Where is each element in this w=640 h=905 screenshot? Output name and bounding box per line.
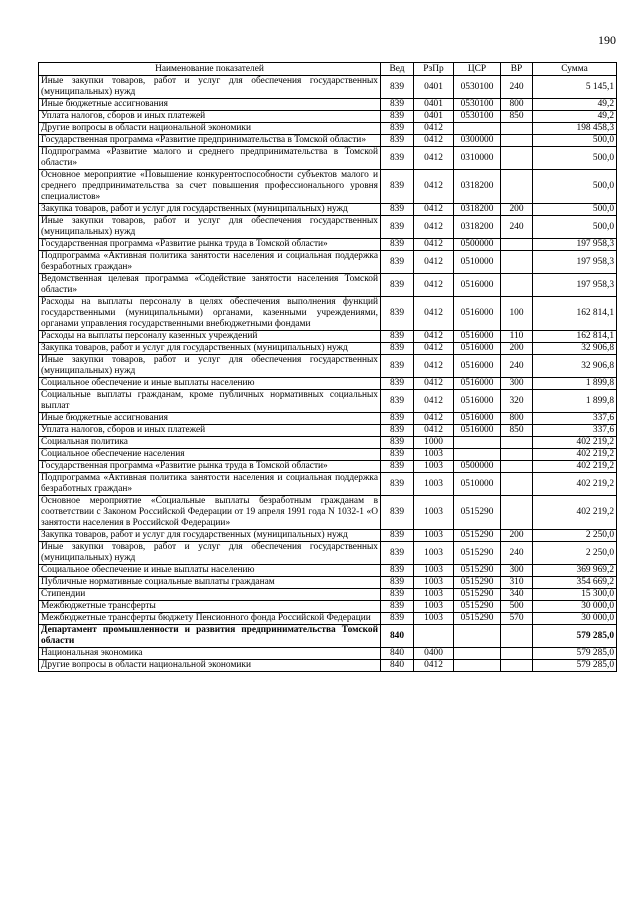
cell-csr [454,660,501,672]
cell-name: Расходы на выплаты персоналу в целях обеспечения выполнения функций государственными (муниципальными) органами, казенными учреждениями, органами управления государственными внебюджетными фондами [39,297,381,331]
cell-vr: 240 [501,76,533,99]
cell-csr: 0516000 [454,355,501,378]
cell-sum: 402 219,2 [533,461,617,473]
cell-csr: 0516000 [454,343,501,355]
table-row [39,577,617,589]
cell-name: Межбюджетные трансферты бюджету Пенсионного фонда Российской Федерации [39,613,381,625]
cell-name: Закупка товаров, работ и услуг для государственных (муниципальных) нужд [39,343,381,355]
header-csr: ЦСР [454,63,501,76]
cell-name: Стипендии [39,589,381,601]
cell-sum: 337,6 [533,413,617,425]
table-row [39,378,617,390]
cell-csr: 0515290 [454,565,501,577]
cell-rzpr: 0412 [414,331,454,343]
cell-csr: 0510000 [454,473,501,496]
cell-csr [454,123,501,135]
table-row [39,111,617,123]
cell-ved: 839 [381,542,414,565]
cell-sum: 369 969,2 [533,565,617,577]
table-row [39,473,617,496]
cell-rzpr: 1003 [414,461,454,473]
cell-vr [501,239,533,251]
cell-vr: 800 [501,413,533,425]
cell-ved: 839 [381,601,414,613]
cell-name: Подпрограмма «Развитие малого и среднего предпринимательства в Томской области» [39,147,381,170]
cell-vr [501,449,533,461]
cell-csr [454,437,501,449]
cell-ved: 839 [381,297,414,331]
cell-vr: 200 [501,343,533,355]
cell-name: Подпрограмма «Активная политика занятости населения и социальная поддержка безработных граждан» [39,251,381,274]
cell-rzpr: 0400 [414,648,454,660]
cell-csr: 0500000 [454,239,501,251]
table-row [39,613,617,625]
cell-csr [454,648,501,660]
cell-name: Расходы на выплаты персоналу казенных учреждений [39,331,381,343]
cell-vr: 320 [501,390,533,413]
table-row [39,449,617,461]
cell-ved: 839 [381,170,414,204]
cell-sum: 30 000,0 [533,601,617,613]
cell-ved: 839 [381,251,414,274]
cell-vr: 200 [501,530,533,542]
table-header-row [39,63,617,76]
cell-name: Государственная программа «Развитие предпринимательства в Томской области» [39,135,381,147]
table-row [39,204,617,216]
cell-rzpr: 0412 [414,170,454,204]
cell-csr: 0515290 [454,613,501,625]
page-number: 190 [598,33,616,47]
cell-name: Социальная политика [39,437,381,449]
cell-csr: 0515290 [454,496,501,530]
cell-sum: 32 906,8 [533,355,617,378]
cell-vr [501,147,533,170]
cell-sum: 500,0 [533,135,617,147]
cell-ved: 839 [381,147,414,170]
cell-ved: 839 [381,473,414,496]
cell-ved: 839 [381,99,414,111]
cell-csr: 0530100 [454,99,501,111]
cell-ved: 839 [381,449,414,461]
cell-ved: 839 [381,204,414,216]
cell-name: Подпрограмма «Активная политика занятости населения и социальная поддержка безработных граждан» [39,473,381,496]
budget-table [38,62,617,672]
table-row [39,343,617,355]
cell-ved: 839 [381,437,414,449]
cell-sum: 500,0 [533,216,617,239]
table-row [39,147,617,170]
cell-ved: 839 [381,565,414,577]
table-row [39,76,617,99]
cell-name: Основное мероприятие «Повышение конкурентоспособности субъектов малого и среднего предпринимательства за счет повышения профессионального уровня специалистов» [39,170,381,204]
cell-rzpr: 0401 [414,111,454,123]
cell-name: Иные бюджетные ассигнования [39,413,381,425]
cell-rzpr: 0412 [414,297,454,331]
cell-vr: 240 [501,216,533,239]
cell-ved: 839 [381,239,414,251]
cell-name: Социальное обеспечение и иные выплаты населению [39,565,381,577]
cell-vr: 110 [501,331,533,343]
table-row [39,274,617,297]
cell-vr [501,473,533,496]
cell-vr [501,437,533,449]
table-row [39,216,617,239]
cell-vr: 300 [501,565,533,577]
cell-ved: 839 [381,216,414,239]
cell-name: Социальное обеспечение и иные выплаты населению [39,378,381,390]
cell-csr: 0516000 [454,390,501,413]
cell-ved: 839 [381,577,414,589]
cell-sum: 197 958,3 [533,274,617,297]
cell-sum: 402 219,2 [533,449,617,461]
cell-rzpr: 0412 [414,413,454,425]
cell-rzpr: 1003 [414,542,454,565]
header-name: Наименование показателей [39,63,381,76]
cell-ved: 839 [381,123,414,135]
cell-sum: 197 958,3 [533,239,617,251]
cell-csr: 0530100 [454,111,501,123]
cell-ved: 839 [381,274,414,297]
cell-csr: 0310000 [454,147,501,170]
table-row [39,239,617,251]
cell-sum: 49,2 [533,99,617,111]
cell-sum: 2 250,0 [533,530,617,542]
cell-vr: 240 [501,542,533,565]
cell-rzpr: 0412 [414,425,454,437]
cell-name: Закупка товаров, работ и услуг для государственных (муниципальных) нужд [39,530,381,542]
cell-vr [501,135,533,147]
cell-sum: 197 958,3 [533,251,617,274]
cell-csr: 0318200 [454,170,501,204]
cell-vr [501,251,533,274]
cell-ved: 839 [381,425,414,437]
cell-ved: 839 [381,461,414,473]
cell-csr: 0515290 [454,589,501,601]
cell-ved: 839 [381,343,414,355]
cell-name: Иные бюджетные ассигнования [39,99,381,111]
cell-vr: 100 [501,297,533,331]
cell-rzpr: 1003 [414,589,454,601]
cell-name: Государственная программа «Развитие рынка труда в Томской области» [39,239,381,251]
cell-name: Закупка товаров, работ и услуг для государственных (муниципальных) нужд [39,204,381,216]
cell-rzpr: 0412 [414,239,454,251]
table-row [39,461,617,473]
cell-sum: 32 906,8 [533,343,617,355]
table-row [39,99,617,111]
cell-rzpr: 1003 [414,449,454,461]
cell-rzpr: 0412 [414,660,454,672]
cell-vr [501,170,533,204]
cell-rzpr: 0412 [414,378,454,390]
cell-vr: 310 [501,577,533,589]
table-row [39,565,617,577]
cell-vr: 340 [501,589,533,601]
cell-sum: 500,0 [533,147,617,170]
cell-name: Иные закупки товаров, работ и услуг для обеспечения государственных (муниципальных) нужд [39,542,381,565]
cell-rzpr: 0412 [414,390,454,413]
cell-name: Социальное обеспечение населения [39,449,381,461]
cell-rzpr: 0401 [414,99,454,111]
cell-csr: 0516000 [454,413,501,425]
cell-ved: 839 [381,530,414,542]
cell-vr: 240 [501,355,533,378]
table-row [39,437,617,449]
cell-rzpr: 0412 [414,147,454,170]
cell-name: Другие вопросы в области национальной экономики [39,123,381,135]
cell-rzpr: 0412 [414,216,454,239]
cell-rzpr: 0412 [414,274,454,297]
cell-ved: 839 [381,76,414,99]
cell-sum: 30 000,0 [533,613,617,625]
table-row [39,648,617,660]
cell-ved: 839 [381,378,414,390]
header-ved: Вед [381,63,414,76]
cell-name: Межбюджетные трансферты [39,601,381,613]
header-vr: ВР [501,63,533,76]
table-row [39,390,617,413]
table-row [39,355,617,378]
cell-sum: 579 285,0 [533,625,617,648]
cell-ved: 839 [381,390,414,413]
cell-vr: 850 [501,425,533,437]
cell-sum: 337,6 [533,425,617,437]
cell-csr: 0318200 [454,204,501,216]
table-row [39,425,617,437]
cell-csr: 0300000 [454,135,501,147]
cell-name: Иные закупки товаров, работ и услуг для обеспечения государственных (муниципальных) нужд [39,76,381,99]
cell-csr: 0516000 [454,425,501,437]
cell-rzpr: 1003 [414,613,454,625]
cell-vr: 800 [501,99,533,111]
cell-rzpr: 1003 [414,473,454,496]
cell-rzpr: 1003 [414,496,454,530]
cell-sum: 2 250,0 [533,542,617,565]
cell-sum: 49,2 [533,111,617,123]
cell-rzpr: 0412 [414,251,454,274]
cell-rzpr: 0401 [414,76,454,99]
cell-name: Основное мероприятие «Социальные выплаты безработным гражданам в соответствии с Законом Российской Федерации от 19 апреля 1991 года N 1032-1 «О занятости населения в Российской Федерации» [39,496,381,530]
cell-vr: 850 [501,111,533,123]
cell-rzpr: 1003 [414,565,454,577]
cell-vr [501,496,533,530]
cell-ved: 839 [381,496,414,530]
cell-csr: 0318200 [454,216,501,239]
cell-ved: 839 [381,331,414,343]
cell-vr [501,123,533,135]
cell-csr: 0516000 [454,331,501,343]
cell-name: Государственная программа «Развитие рынка труда в Томской области» [39,461,381,473]
cell-ved: 839 [381,111,414,123]
cell-name: Национальная экономика [39,648,381,660]
cell-csr [454,449,501,461]
cell-vr: 200 [501,204,533,216]
cell-vr: 500 [501,601,533,613]
cell-ved: 839 [381,589,414,601]
cell-csr: 0515290 [454,542,501,565]
cell-name: Иные закупки товаров, работ и услуг для обеспечения государственных (муниципальных) нужд [39,216,381,239]
table-row [39,170,617,204]
cell-csr: 0516000 [454,297,501,331]
cell-csr: 0530100 [454,76,501,99]
cell-vr [501,625,533,648]
cell-rzpr: 0412 [414,343,454,355]
table-row [39,135,617,147]
cell-vr [501,660,533,672]
cell-vr [501,274,533,297]
cell-name: Ведомственная целевая программа «Содействие занятости населения Томской области» [39,274,381,297]
cell-name: Департамент промышленности и развития предпринимательства Томской области [39,625,381,648]
cell-sum: 5 145,1 [533,76,617,99]
table-row [39,331,617,343]
table-row [39,530,617,542]
cell-csr [454,625,501,648]
table-row [39,413,617,425]
cell-csr: 0510000 [454,251,501,274]
cell-name: Публичные нормативные социальные выплаты гражданам [39,577,381,589]
cell-ved: 840 [381,625,414,648]
cell-sum: 402 219,2 [533,496,617,530]
cell-vr [501,648,533,660]
cell-vr: 300 [501,378,533,390]
header-sum: Сумма [533,63,617,76]
table-row [39,660,617,672]
cell-rzpr: 1003 [414,530,454,542]
cell-vr [501,461,533,473]
cell-sum: 354 669,2 [533,577,617,589]
cell-name: Уплата налогов, сборов и иных платежей [39,425,381,437]
cell-name: Уплата налогов, сборов и иных платежей [39,111,381,123]
cell-rzpr [414,625,454,648]
cell-vr: 570 [501,613,533,625]
cell-sum: 15 300,0 [533,589,617,601]
cell-rzpr: 1000 [414,437,454,449]
table-row [39,123,617,135]
cell-csr: 0515290 [454,530,501,542]
table-row [39,297,617,331]
cell-ved: 840 [381,660,414,672]
cell-sum: 579 285,0 [533,660,617,672]
cell-ved: 839 [381,135,414,147]
cell-csr: 0516000 [454,274,501,297]
cell-sum: 500,0 [533,204,617,216]
cell-rzpr: 0412 [414,355,454,378]
cell-csr: 0516000 [454,378,501,390]
cell-ved: 839 [381,355,414,378]
cell-name: Другие вопросы в области национальной экономики [39,660,381,672]
table-row [39,601,617,613]
cell-name: Иные закупки товаров, работ и услуг для обеспечения государственных (муниципальных) нужд [39,355,381,378]
table-row [39,542,617,565]
table-row [39,589,617,601]
cell-sum: 1 899,8 [533,378,617,390]
cell-name: Социальные выплаты гражданам, кроме публичных нормативных социальных выплат [39,390,381,413]
cell-sum: 402 219,2 [533,437,617,449]
cell-sum: 1 899,8 [533,390,617,413]
table-row [39,496,617,530]
cell-rzpr: 0412 [414,123,454,135]
cell-ved: 839 [381,413,414,425]
cell-sum: 198 458,3 [533,123,617,135]
cell-rzpr: 0412 [414,135,454,147]
cell-sum: 162 814,1 [533,297,617,331]
cell-ved: 839 [381,613,414,625]
cell-csr: 0515290 [454,577,501,589]
table-row [39,251,617,274]
cell-sum: 579 285,0 [533,648,617,660]
cell-csr: 0500000 [454,461,501,473]
cell-sum: 500,0 [533,170,617,204]
cell-rzpr: 1003 [414,577,454,589]
header-rzpr: РзПр [414,63,454,76]
table-row [39,625,617,648]
cell-csr: 0515290 [454,601,501,613]
cell-rzpr: 0412 [414,204,454,216]
cell-rzpr: 1003 [414,601,454,613]
cell-sum: 162 814,1 [533,331,617,343]
cell-sum: 402 219,2 [533,473,617,496]
cell-ved: 840 [381,648,414,660]
